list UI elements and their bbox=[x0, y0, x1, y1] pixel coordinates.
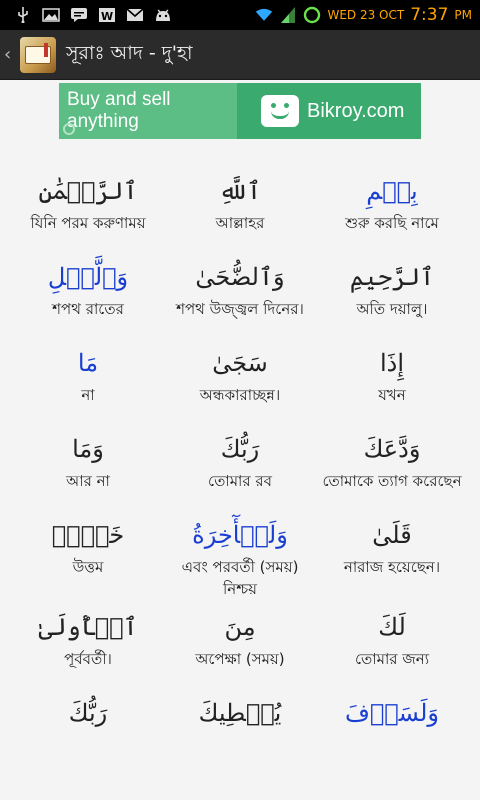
word-cell[interactable] bbox=[12, 342, 164, 422]
word-cell[interactable] bbox=[164, 256, 316, 336]
bengali-meaning: অতি দয়ালু। bbox=[356, 300, 428, 318]
word-cell[interactable] bbox=[164, 170, 316, 250]
word-cell[interactable] bbox=[164, 514, 316, 600]
status-date: WED 23 OCT bbox=[327, 8, 405, 22]
bengali-meaning: এবং পরবর্তী (সময়) নিশ্চয় bbox=[181, 558, 299, 598]
arabic-word[interactable]: مِنَ bbox=[224, 613, 256, 641]
word-cell[interactable] bbox=[316, 692, 468, 772]
svg-text:W: W bbox=[101, 10, 114, 23]
bengali-meaning: আর না bbox=[66, 472, 110, 490]
word-grid bbox=[12, 170, 468, 772]
arabic-word[interactable]: خَيۡرٞ bbox=[51, 521, 125, 549]
bengali-meaning: আল্লাহর bbox=[215, 214, 265, 232]
arabic-word[interactable]: مَا bbox=[77, 349, 99, 377]
page-title: সূরাঃ আদ - দু'হা bbox=[66, 41, 193, 64]
ad-brand-name[interactable]: Bikroy.com bbox=[307, 99, 405, 122]
bengali-meaning: শপথ উজ্জ্বল দিনের। bbox=[176, 300, 304, 318]
quran-book-icon[interactable] bbox=[20, 37, 56, 73]
word-cell[interactable] bbox=[164, 606, 316, 686]
arabic-word[interactable]: ٱللَّهِ bbox=[218, 177, 262, 205]
image-icon bbox=[42, 7, 60, 23]
arabic-word[interactable]: إِذَا bbox=[379, 349, 405, 377]
bengali-meaning: তোমার রব bbox=[208, 472, 272, 490]
arabic-word[interactable]: وَٱلضُّحَىٰ bbox=[195, 263, 285, 291]
word-cell[interactable] bbox=[12, 256, 164, 336]
arabic-word[interactable]: بِسۡمِ bbox=[366, 177, 418, 205]
arabic-word[interactable]: وَمَا bbox=[72, 435, 104, 463]
arabic-word[interactable]: رَبُّكَ bbox=[220, 435, 260, 463]
bengali-meaning: অন্ধকারাচ্ছন্ন। bbox=[199, 386, 281, 404]
arabic-word[interactable]: سَجَىٰ bbox=[212, 349, 268, 377]
bengali-meaning: তোমাকে ত্যাগ করেছেন bbox=[322, 472, 462, 490]
mail-icon bbox=[126, 7, 144, 23]
word-cell[interactable] bbox=[316, 342, 468, 422]
arabic-word[interactable]: لَكَ bbox=[378, 613, 406, 641]
word-cell[interactable] bbox=[12, 428, 164, 508]
ad-brand-block[interactable] bbox=[237, 95, 404, 127]
word-cell[interactable] bbox=[12, 606, 164, 686]
message-icon bbox=[70, 7, 88, 23]
battery-ring-icon bbox=[303, 7, 321, 23]
status-time: 7:37 bbox=[410, 5, 449, 25]
word-cell[interactable] bbox=[316, 428, 468, 508]
notification-icons bbox=[0, 7, 172, 23]
status-ampm: PM bbox=[454, 8, 472, 22]
word-cell[interactable] bbox=[316, 170, 468, 250]
word-cell[interactable] bbox=[164, 342, 316, 422]
arabic-word[interactable]: ٱلرَّحۡمَٰنِ bbox=[38, 177, 138, 205]
word-cell[interactable] bbox=[316, 514, 468, 600]
arabic-word[interactable]: رَبُّكَ bbox=[68, 699, 108, 727]
arabic-word[interactable]: ٱلرَّحِيمِ bbox=[349, 263, 435, 291]
status-right bbox=[255, 5, 480, 25]
bengali-meaning: উত্তম bbox=[72, 558, 104, 576]
word-icon bbox=[98, 7, 116, 23]
arabic-word[interactable]: وَدَّعَكَ bbox=[363, 435, 421, 463]
wifi-icon bbox=[255, 7, 273, 23]
arabic-word[interactable]: قَلَىٰ bbox=[372, 521, 412, 549]
arabic-word[interactable]: وَلَسَوۡفَ bbox=[345, 699, 439, 727]
action-bar bbox=[0, 30, 480, 80]
back-chevron-icon[interactable]: ‹ bbox=[4, 44, 12, 65]
word-cell[interactable] bbox=[12, 170, 164, 250]
bengali-meaning: অপেক্ষা (সময়) bbox=[195, 650, 285, 668]
bengali-meaning: পূর্ববর্তী। bbox=[64, 650, 112, 668]
word-cell[interactable] bbox=[12, 514, 164, 600]
ad-tagline[interactable]: Buy and sell anything bbox=[59, 83, 237, 139]
word-cell[interactable] bbox=[316, 256, 468, 336]
arabic-word[interactable]: وَٱلَّيۡلِ bbox=[47, 263, 129, 291]
ad-banner[interactable] bbox=[59, 83, 421, 139]
ad-info-icon[interactable] bbox=[63, 123, 75, 135]
signal-icon bbox=[279, 7, 297, 23]
status-bar bbox=[0, 0, 480, 30]
android-icon bbox=[154, 7, 172, 23]
word-cell[interactable] bbox=[316, 606, 468, 686]
usb-icon bbox=[14, 7, 32, 23]
word-cell[interactable] bbox=[12, 692, 164, 772]
arabic-word[interactable]: وَلَلۡأٓخِرَةُ bbox=[192, 521, 288, 549]
bengali-meaning: যিনি পরম করুণাময় bbox=[30, 214, 146, 232]
bengali-meaning: নারাজ হয়েছেন। bbox=[343, 558, 441, 576]
arabic-word[interactable]: ٱلۡأُولَىٰ bbox=[38, 613, 138, 641]
bengali-meaning: না bbox=[81, 386, 95, 404]
bengali-meaning: শপথ রাতের bbox=[52, 300, 124, 318]
word-cell[interactable] bbox=[164, 428, 316, 508]
bengali-meaning: শুরু করছি নামে bbox=[345, 214, 439, 232]
bengali-meaning: তোমার জন্য bbox=[354, 650, 430, 668]
arabic-word[interactable]: يُعۡطِيكَ bbox=[198, 699, 282, 727]
bengali-meaning: যখন bbox=[378, 386, 406, 404]
bikroy-logo-icon bbox=[261, 95, 299, 127]
word-cell[interactable] bbox=[164, 692, 316, 772]
